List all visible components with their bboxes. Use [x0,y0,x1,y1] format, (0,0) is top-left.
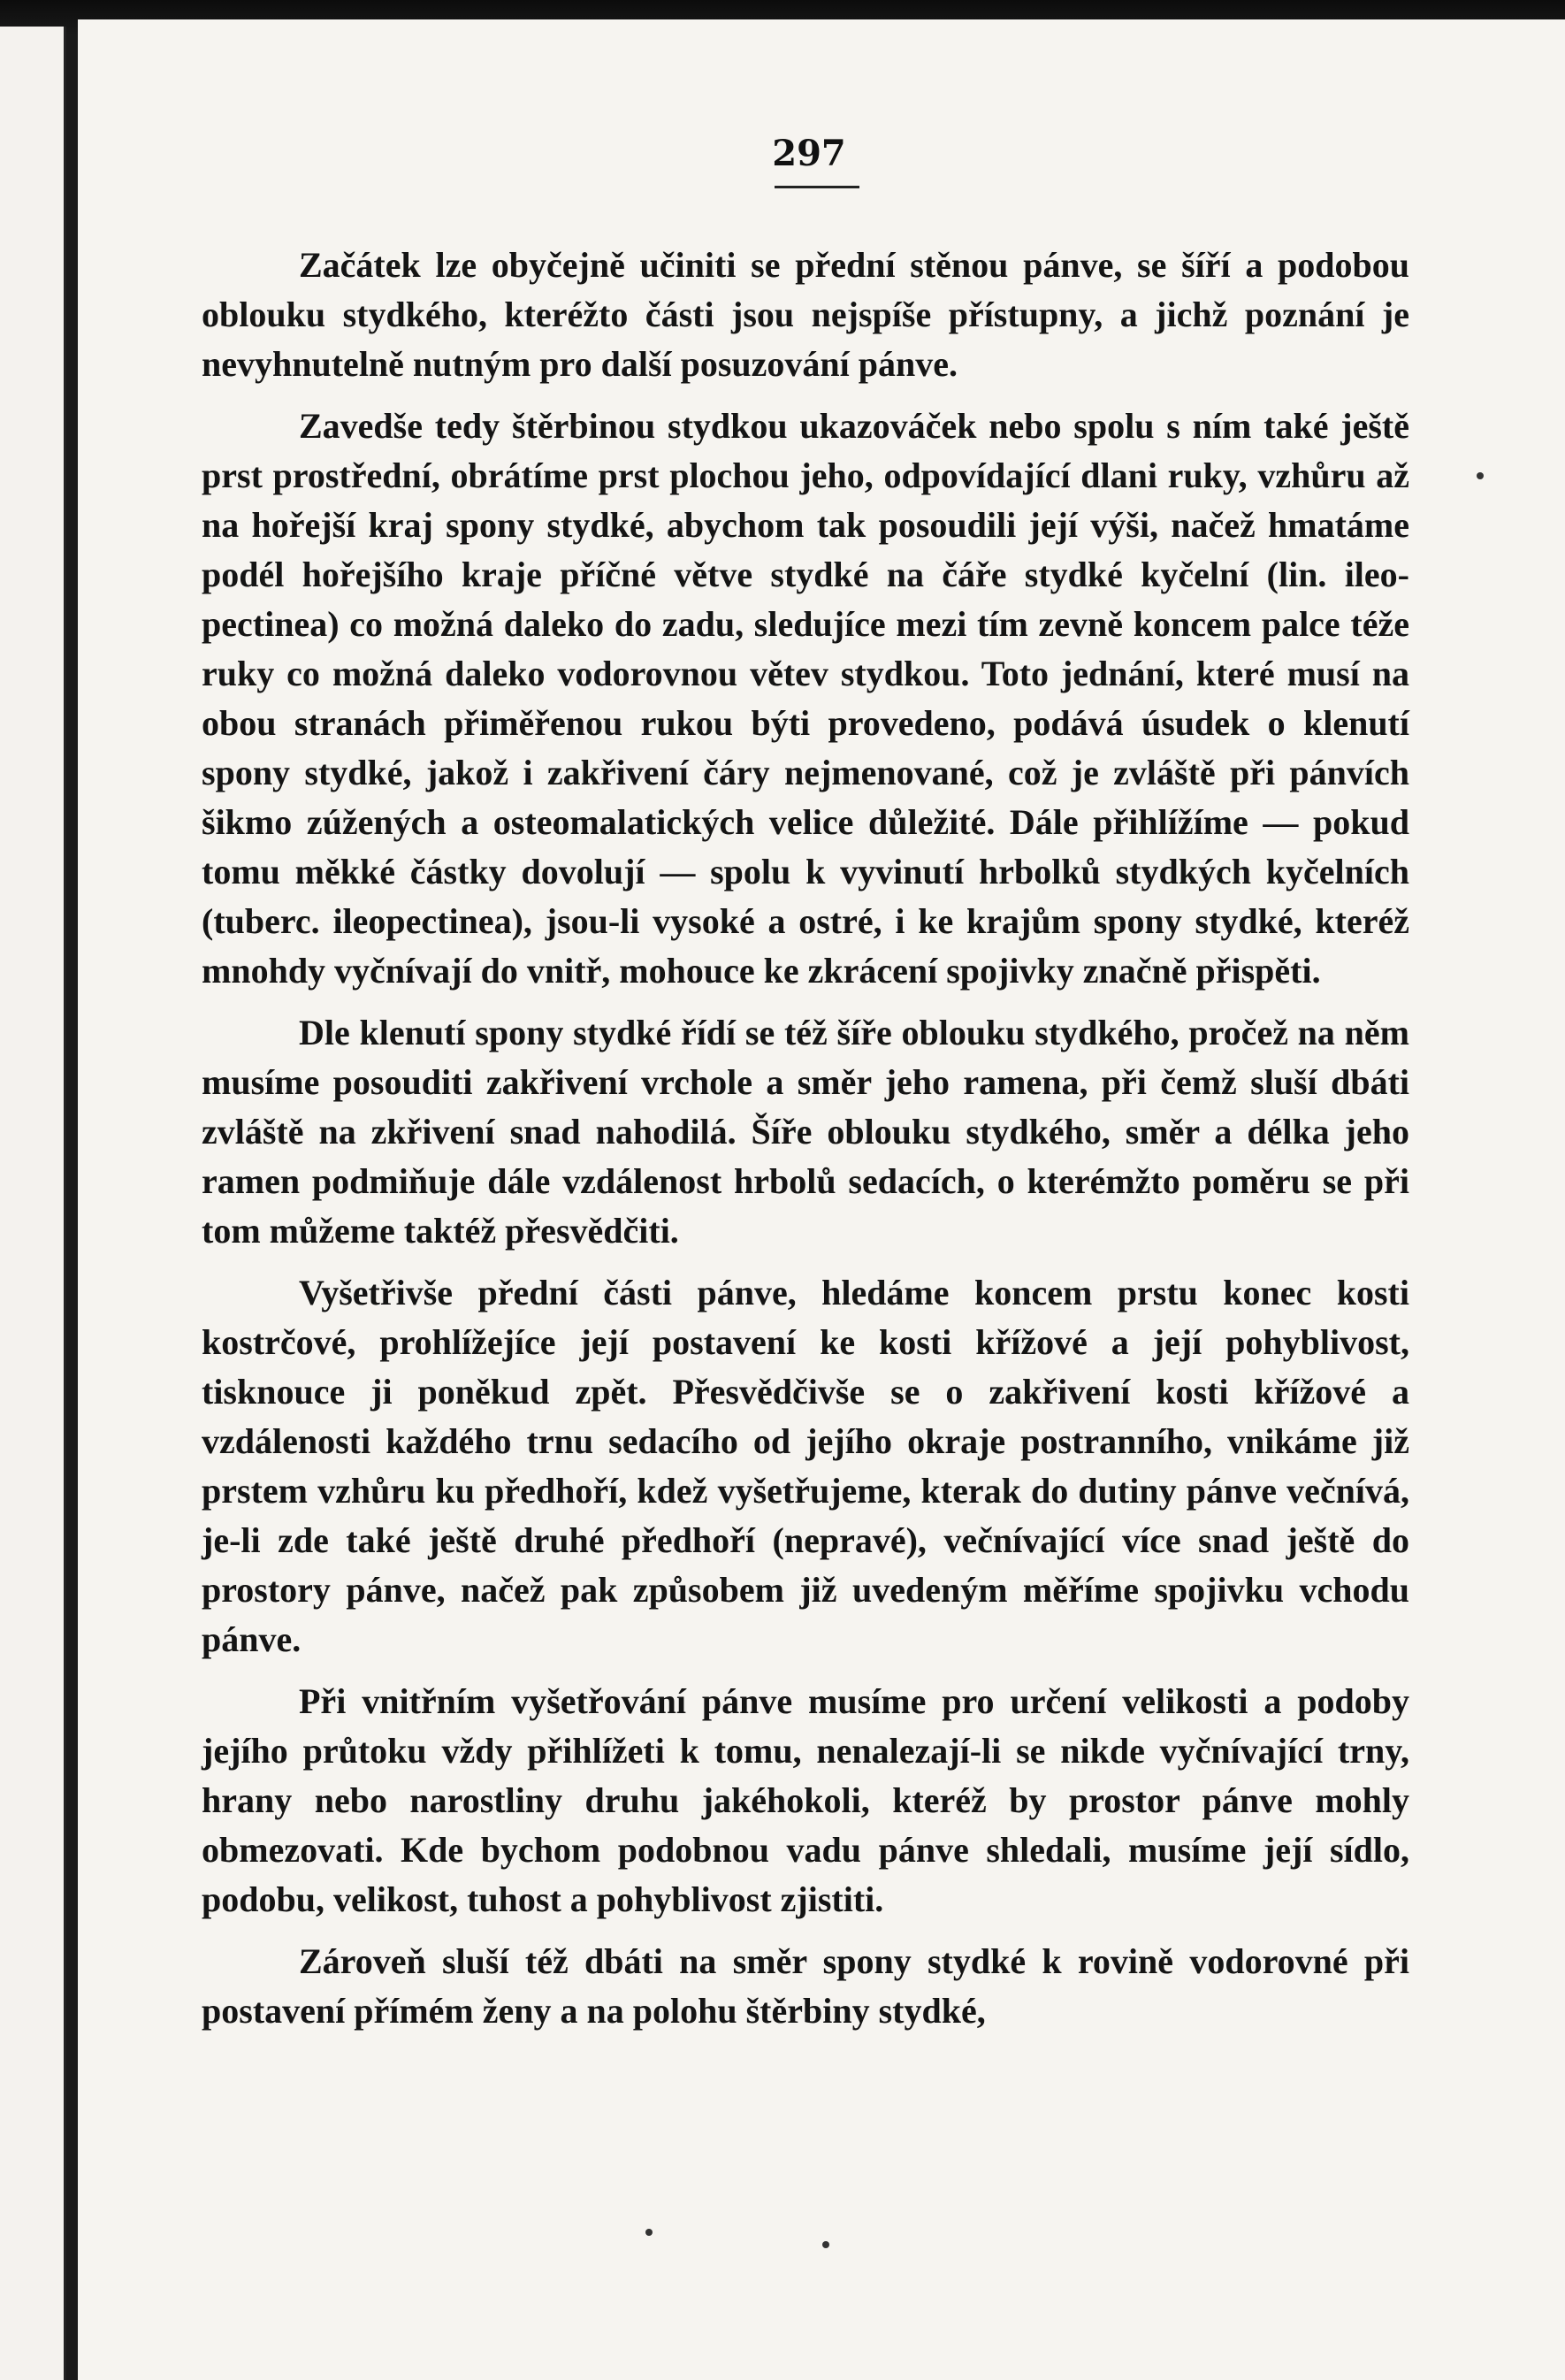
page-number: 297 [772,133,846,174]
ink-speck [822,2241,829,2248]
ink-speck [645,2229,653,2236]
paragraph-1: Začátek lze obyčejně učiniti se přední stěnou pánve, se šíří a podobou oblouku stydkého, kteréžto části jsou nejspíše přístupny, a jichž poznání je nevyhnutelně nutným pro další posuzování pánve. [202,245,1409,384]
paragraph-3: Dle klenutí spony stydké řídí se též šíře oblouku stydkého, pročež na něm musíme posouditi zakřivení vrchole a směr jeho ramena, při čemž sluší dbáti zvláště na zkřivení snad nahodilá. Šíře oblouku stydkého, směr a délka jeho ramen podmiňuje dále vzdálenost hrbolů sedacích, o kterémžto poměru se při tom můžeme taktéž přesvědčiti. [202,1013,1409,1251]
page-number-underline [775,186,859,188]
previous-page-edge [0,27,66,2380]
body-text [202,241,1409,2048]
ink-speck [1477,472,1484,479]
paragraph-2: Zavedše tedy štěrbinou stydkou ukazováček nebo spolu s ním také ještě prst prostřední, obrátíme prst plochou jeho, odpovídající dlani ruky, vzhůru až na hořejší kraj spony stydké, abychom tak posoudili její výši, načež hmatáme podél hořejšího kraje příčné větve stydké na čáře stydké kyčelní (lin. ileo-pectinea) co možná daleko do zadu, sledujíce mezi tím zevně koncem palce téže ruky co možná daleko vodorovnou větev stydkou. Toto jednání, které musí na obou stranách přiměřenou rukou býti provedeno, podává úsudek o klenutí spony stydké, jakož i zakřivení čáry nejmenované, což je zvláště při pánvích šikmo zúžených a osteomalatických velice důležité. Dále přihlížíme — pokud tomu měkké částky dovolují — spolu k vyvinutí hrbolků stydkých kyčelních (tuberc. ileopectinea), jsou-li vysoké a ostré, i ke krajům spony stydké, kteréž mnohdy vyčnívají do vnitř, mohouce ke zkrácení spojivky značně přispěti. [202,406,1409,991]
paragraph-6: Zároveň sluší též dbáti na směr spony stydké k rovině vodorovné při postavení přímém ženy a na polohu štěrbiny stydké, [202,1941,1409,2031]
book-page [78,19,1565,2380]
paragraph-5: Při vnitřním vyšetřování pánve musíme pro určení velikosti a podoby jejího průtoku vždy přihlížeti k tomu, nenalezají-li se nikde vyčnívající trny, hrany nebo narostliny druhu jakéhokoli, kteréž by prostor pánve mohly obmezovati. Kde bychom podobnou vadu pánve shledali, musíme její sídlo, podobu, velikost, tuhost a pohyblivost zjistiti. [202,1681,1409,1919]
paragraph-4: Vyšetřivše přední části pánve, hledáme koncem prstu konec kosti kostrčové, prohlížejíce její postavení ke kosti křížové a její pohyblivost, tisknouce ji poněkud zpět. Přesvědčivše se o zakřivení kosti křížové a vzdálenosti každého trnu sedacího od jejího okraje postranního, vnikáme již prstem vzhůru ku předhoří, kdež vyšetřujeme, kterak do dutiny pánve večnívá, je-li zde také ještě druhé předhoří (nepravé), večnívající více snad ještě do prostory pánve, načež pak způsobem již uvedeným měříme spojivku vchodu pánve. [202,1273,1409,1659]
